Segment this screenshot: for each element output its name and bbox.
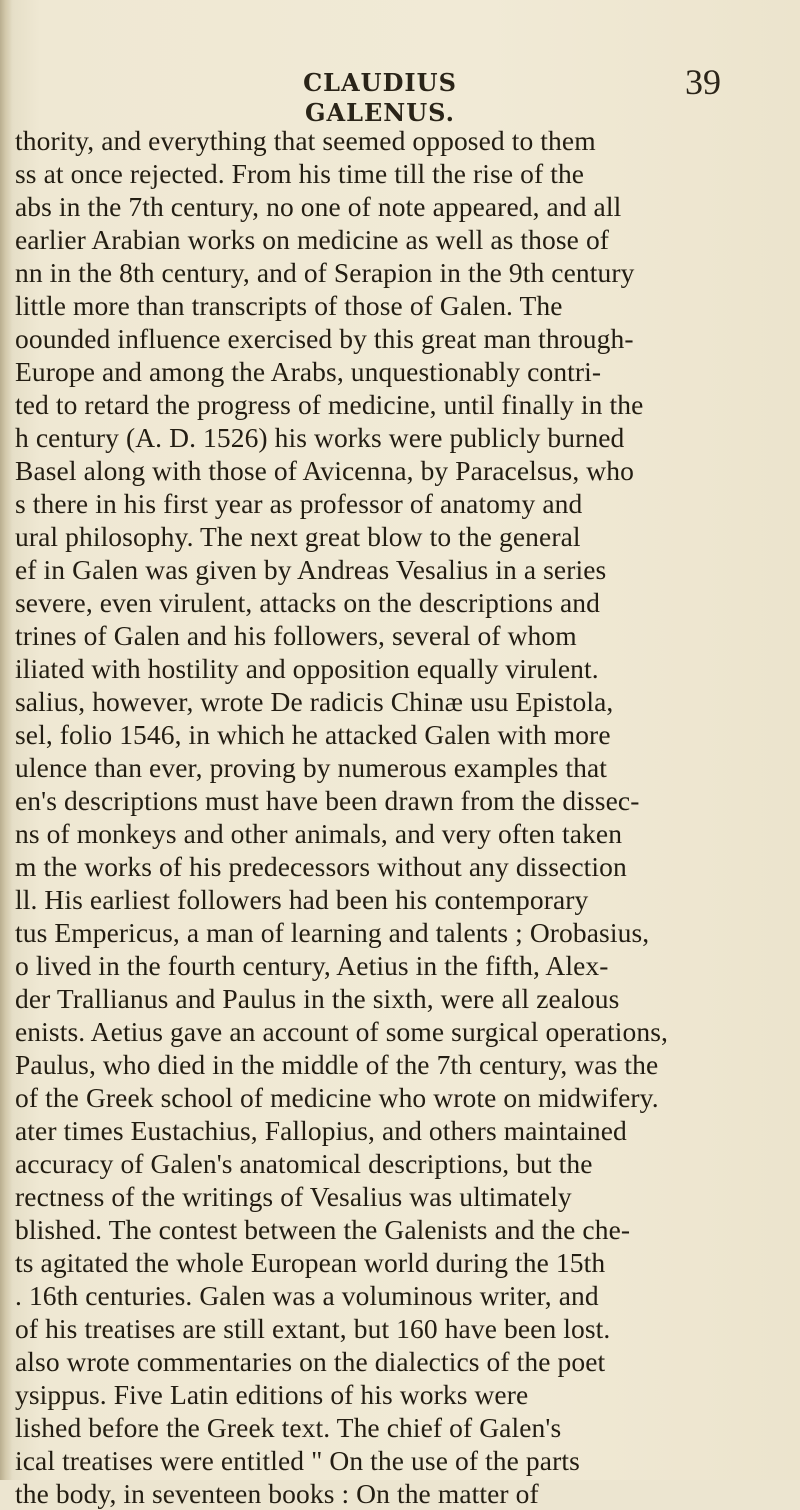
text-line: m the works of his predecessors without any dissection: [15, 851, 627, 882]
text-line: oounded influence exercised by this great man through-: [15, 323, 634, 354]
text-line: ll. His earliest followers had been his contemporary: [15, 884, 589, 915]
text-line: salius, however, wrote De radicis Chinæ usu Epistola,: [15, 686, 614, 717]
text-line: abs in the 7th century, no one of note appeared, and all: [15, 191, 622, 222]
text-line: severe, even virulent, attacks on the descriptions and: [15, 587, 600, 618]
text-line: of his treatises are still extant, but 160 have been lost.: [15, 1313, 611, 1344]
text-line: accuracy of Galen's anatomical descriptions, but the: [15, 1148, 593, 1179]
text-line: of the Greek school of medicine who wrote on midwifery.: [15, 1082, 659, 1113]
text-line: h century (A. D. 1526) his works were publicly burned: [15, 422, 625, 453]
text-line: . 16th centuries. Galen was a voluminous writer, and: [15, 1280, 599, 1311]
text-line: earlier Arabian works on medicine as well as those of: [15, 224, 610, 255]
text-line: lished before the Greek text. The chief of Galen's: [15, 1412, 562, 1443]
text-line: ts agitated the whole European world during the 15th: [15, 1247, 606, 1278]
text-line: ater times Eustachius, Fallopius, and others maintained: [15, 1115, 627, 1146]
text-line: nn in the 8th century, and of Serapion in the 9th century: [15, 257, 635, 288]
running-head-title: CLAUDIUS GALENUS.: [303, 68, 457, 127]
text-line: rectness of the writings of Vesalius was ultimately: [15, 1181, 572, 1212]
text-line: Basel along with those of Avicenna, by Paracelsus, who: [15, 455, 634, 486]
text-line: trines of Galen and his followers, several of whom: [15, 620, 577, 651]
text-line: o lived in the fourth century, Aetius in the fifth, Alex-: [15, 950, 609, 981]
text-line: also wrote commentaries on the dialectics of the poet: [15, 1346, 606, 1377]
running-head: [0, 62, 800, 127]
text-line: s there in his first year as professor of anatomy and: [15, 488, 583, 519]
text-line: ical treatises were entitled " On the use of the parts: [15, 1445, 580, 1476]
binding-gutter: [0, 0, 12, 1480]
page-number: 39: [685, 62, 721, 102]
text-line: der Trallianus and Paulus in the sixth, were all zealous: [15, 983, 620, 1014]
text-line: little more than transcripts of those of Galen. The: [15, 290, 563, 321]
text-line: the body, in seventeen books : On the matter of: [15, 1478, 539, 1509]
text-line: blished. The contest between the Galenists and the che-: [15, 1214, 631, 1245]
text-line: sel, folio 1546, in which he attacked Galen with more: [15, 719, 611, 750]
body-text: [15, 124, 790, 1510]
text-line: Europe and among the Arabs, unquestionably contri-: [15, 356, 602, 387]
text-line: enists. Aetius gave an account of some surgical operations,: [15, 1016, 669, 1047]
text-line: Paulus, who died in the middle of the 7th century, was the: [15, 1049, 659, 1080]
text-line: tus Empericus, a man of learning and talents ; Orobasius,: [15, 917, 650, 948]
text-line: ns of monkeys and other animals, and very often taken: [15, 818, 623, 849]
text-line: ural philosophy. The next great blow to the general: [15, 521, 581, 552]
text-line: thority, and everything that seemed opposed to them: [15, 125, 596, 156]
text-line: iliated with hostility and opposition equally virulent.: [15, 653, 599, 684]
text-line: ulence than ever, proving by numerous examples that: [15, 752, 608, 783]
text-line: en's descriptions must have been drawn from the dissec-: [15, 785, 640, 816]
text-line: ss at once rejected. From his time till the rise of the: [15, 158, 585, 189]
text-line: ef in Galen was given by Andreas Vesalius in a series: [15, 554, 607, 585]
text-line: ted to retard the progress of medicine, until finally in the: [15, 389, 644, 420]
text-line: ysippus. Five Latin editions of his works were: [15, 1379, 529, 1410]
